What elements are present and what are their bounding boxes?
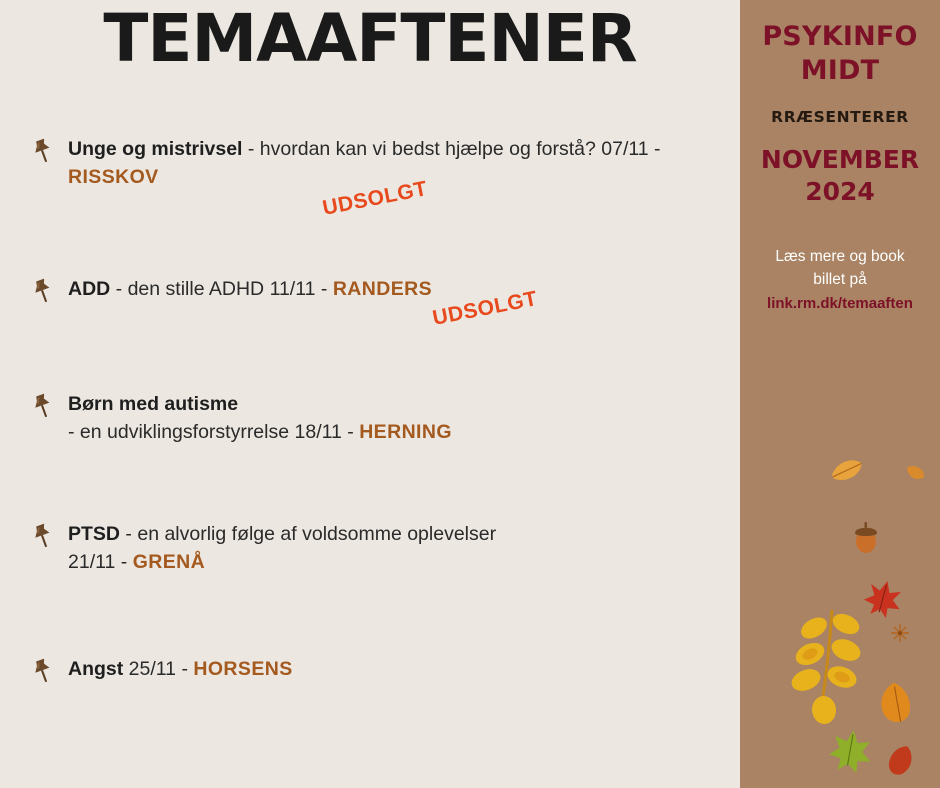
event-date: 18/11 bbox=[294, 421, 342, 444]
event-separator: - bbox=[648, 138, 661, 160]
event-text bbox=[68, 520, 740, 577]
booking-line-1: Læs mere og book bbox=[775, 247, 905, 265]
event-title: PTSD bbox=[68, 523, 121, 545]
event-title: ADD bbox=[68, 278, 111, 300]
event-text bbox=[68, 655, 740, 683]
page-title: TEMAAFTENER bbox=[103, 0, 637, 77]
event-description: - en alvorlig følge af voldsomme oplevelser bbox=[120, 523, 497, 545]
pushpin-icon bbox=[28, 277, 58, 307]
event-place: GRENÅ bbox=[132, 551, 206, 574]
pushpin-icon bbox=[28, 137, 58, 167]
event-date: 07/11 bbox=[601, 138, 649, 160]
presents-label: RRÆSENTERER bbox=[771, 107, 909, 126]
event-list bbox=[0, 135, 740, 725]
event-text bbox=[68, 390, 740, 447]
event-place: HORSENS bbox=[193, 658, 293, 680]
event-description: - en udviklingsforstyrrelse bbox=[68, 421, 295, 444]
event-title: Angst bbox=[68, 658, 124, 680]
event-separator: - bbox=[115, 551, 133, 574]
event-title: Børn med autisme bbox=[68, 393, 239, 415]
event-separator: - bbox=[341, 421, 360, 444]
autumn-leaves-decoration bbox=[740, 455, 940, 788]
event-place: HERNING bbox=[359, 421, 452, 444]
status-badge: UDSOLGT bbox=[320, 177, 430, 220]
event-description: - den stille ADHD bbox=[110, 278, 270, 300]
year-label: 2024 bbox=[805, 177, 875, 206]
pushpin-icon bbox=[28, 392, 58, 422]
brand-line-1: PSYKINFO bbox=[762, 21, 918, 52]
booking-info bbox=[740, 245, 940, 316]
list-item[interactable] bbox=[0, 390, 740, 520]
poster-sidebar bbox=[740, 0, 940, 788]
event-separator: - bbox=[315, 278, 333, 300]
brand-title bbox=[740, 20, 940, 88]
event-place: RANDERS bbox=[332, 278, 433, 300]
booking-link[interactable]: link.rm.dk/temaaften bbox=[767, 295, 913, 312]
month-label: NOVEMBER bbox=[760, 144, 920, 174]
event-separator: - bbox=[176, 658, 194, 680]
pushpin-icon bbox=[28, 522, 58, 552]
brand-line-2: MIDT bbox=[800, 54, 880, 86]
event-text bbox=[68, 275, 740, 303]
list-item[interactable] bbox=[0, 520, 740, 655]
event-place: RISSKOV bbox=[68, 166, 159, 189]
list-item[interactable] bbox=[0, 655, 740, 725]
event-description: - hvordan kan vi bedst hjælpe og forstå? bbox=[242, 138, 602, 160]
status-badge: UDSOLGT bbox=[430, 287, 540, 330]
list-item[interactable] bbox=[0, 135, 740, 275]
list-item[interactable] bbox=[0, 275, 740, 390]
event-title: Unge og mistrivsel bbox=[68, 138, 243, 160]
event-date: 21/11 bbox=[68, 551, 116, 574]
month-year bbox=[740, 144, 940, 209]
pushpin-icon bbox=[28, 657, 58, 687]
event-date: 11/11 bbox=[269, 278, 316, 300]
booking-line-2: billet på bbox=[813, 270, 867, 288]
event-date: 25/11 bbox=[128, 658, 177, 680]
